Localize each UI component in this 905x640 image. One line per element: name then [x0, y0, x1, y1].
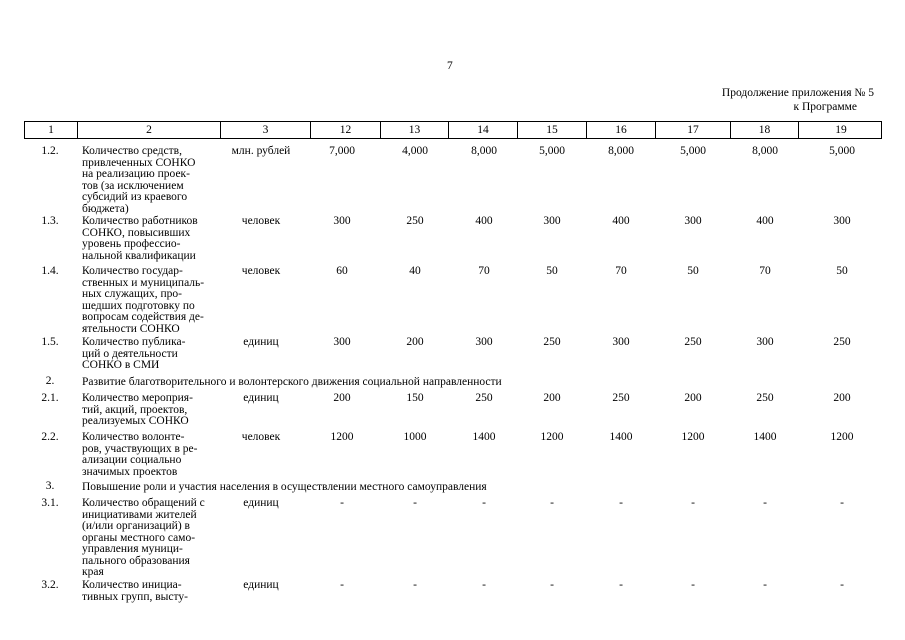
value-cell: -	[691, 497, 695, 509]
row-number: 3.2.	[41, 579, 59, 591]
value-cell: 70	[478, 265, 490, 277]
header-cell: 16	[587, 122, 656, 138]
value-cell: 200	[543, 392, 561, 404]
indicator-name: Количество работников СОНКО, повысивших уровень профессио- нальной квалификации	[82, 215, 198, 262]
row-number: 1.2.	[41, 145, 59, 157]
row-number: 1.4.	[41, 265, 59, 277]
value-cell: 70	[759, 265, 771, 277]
indicator-name: Количество государ- ственных и муниципаль- ных служащих, про- шедших подготовку по вопросам содействия де- ятельности СОНКО	[82, 265, 205, 335]
value-cell: 1000	[403, 431, 427, 443]
header-cell: 19	[835, 124, 847, 136]
value-cell: -	[763, 579, 767, 591]
row-number: 2.	[45, 375, 55, 387]
section-title: Повышение роли и участия населения в осуществлении местного самоуправления	[82, 481, 487, 493]
unit-of-measure: единиц	[243, 336, 279, 348]
unit-of-measure: человек	[241, 215, 281, 227]
value-cell: 8,000	[752, 145, 778, 157]
row-number: 3.1.	[41, 497, 59, 509]
value-cell: 1200	[681, 431, 705, 443]
value-cell: 400	[475, 215, 493, 227]
row-number: 1.5.	[41, 336, 59, 348]
value-cell: -	[340, 579, 344, 591]
value-cell: 300	[756, 336, 774, 348]
header-cell: 2	[78, 122, 221, 138]
row-number: 1.3.	[41, 215, 59, 227]
indicator-name: Количество публика- ций о деятельности СОНКО в СМИ	[82, 336, 186, 371]
value-cell: 5,000	[539, 145, 565, 157]
value-cell: 250	[684, 336, 702, 348]
continuation-note	[722, 86, 874, 114]
value-cell: 1200	[540, 431, 564, 443]
value-cell: 250	[612, 392, 630, 404]
row-number: 2.1.	[41, 392, 59, 404]
value-cell: 300	[612, 336, 630, 348]
header-cell: 15	[518, 122, 587, 138]
table-header	[24, 121, 882, 139]
value-cell: -	[482, 497, 486, 509]
indicator-name: Количество инициа- тивных групп, высту-	[82, 579, 188, 603]
value-cell: 50	[546, 265, 558, 277]
indicator-name: Количество мероприя- тий, акций, проектов, реализуемых СОНКО	[82, 392, 193, 427]
value-cell: 7,000	[329, 145, 355, 157]
row-number: 2.2.	[41, 431, 59, 443]
value-cell: 400	[756, 215, 774, 227]
value-cell: -	[840, 497, 844, 509]
value-cell: 250	[406, 215, 424, 227]
value-cell: 50	[687, 265, 699, 277]
value-cell: 8,000	[471, 145, 497, 157]
value-cell: 250	[833, 336, 851, 348]
value-cell: -	[482, 579, 486, 591]
value-cell: 200	[333, 392, 351, 404]
row-number: 3.	[45, 480, 55, 492]
value-cell: 1400	[472, 431, 496, 443]
indicator-name: Количество волонте- ров, участвующих в ре- ализации социально значимых проектов	[82, 431, 198, 478]
value-cell: 60	[336, 265, 348, 277]
value-cell: -	[619, 497, 623, 509]
header-cell: 12	[311, 122, 381, 138]
indicator-name: Количество обращений с инициативами жителей (и/или организаций) в органы местного само- управления муници- пального образования края	[82, 497, 205, 578]
header-cell: 1	[25, 122, 78, 138]
value-cell: 150	[406, 392, 424, 404]
value-cell: 40	[409, 265, 421, 277]
value-cell: -	[550, 497, 554, 509]
header-cell: 13	[381, 122, 449, 138]
value-cell: 8,000	[608, 145, 634, 157]
header-cell: 17	[656, 122, 731, 138]
value-cell: 50	[836, 265, 848, 277]
value-cell: -	[763, 497, 767, 509]
value-cell: 250	[543, 336, 561, 348]
header-cell: 18	[731, 122, 799, 138]
continuation-line-1: Продолжение приложения № 5	[721, 87, 874, 99]
value-cell: 300	[475, 336, 493, 348]
value-cell: -	[840, 579, 844, 591]
value-cell: 1400	[753, 431, 777, 443]
value-cell: 300	[333, 336, 351, 348]
unit-of-measure: единиц	[243, 497, 279, 509]
value-cell: 70	[615, 265, 627, 277]
value-cell: 300	[333, 215, 351, 227]
value-cell: 1200	[330, 431, 354, 443]
value-cell: 5,000	[829, 145, 855, 157]
unit-of-measure: единиц	[243, 579, 279, 591]
value-cell: -	[413, 579, 417, 591]
value-cell: -	[691, 579, 695, 591]
value-cell: 1200	[830, 431, 854, 443]
value-cell: 200	[684, 392, 702, 404]
value-cell: 400	[612, 215, 630, 227]
value-cell: 300	[684, 215, 702, 227]
value-cell: 300	[543, 215, 561, 227]
value-cell: 300	[833, 215, 851, 227]
value-cell: 250	[756, 392, 774, 404]
value-cell: 1400	[609, 431, 633, 443]
header-cell: 14	[449, 122, 518, 138]
value-cell: -	[550, 579, 554, 591]
header-cell: 3	[221, 122, 311, 138]
value-cell: -	[340, 497, 344, 509]
value-cell: 250	[475, 392, 493, 404]
indicator-name: Количество средств, привлеченных СОНКО на реализацию проек- тов (за исключением субсидий из краевого бюджета)	[82, 145, 196, 215]
page-number: 7	[447, 60, 453, 72]
unit-of-measure: млн. рублей	[231, 145, 291, 157]
value-cell: -	[619, 579, 623, 591]
unit-of-measure: человек	[241, 431, 281, 443]
value-cell: -	[413, 497, 417, 509]
value-cell: 200	[833, 392, 851, 404]
value-cell: 5,000	[680, 145, 706, 157]
section-title: Развитие благотворительного и волонтерского движения социальной направленности	[82, 376, 502, 388]
unit-of-measure: человек	[241, 265, 281, 277]
unit-of-measure: единиц	[243, 392, 279, 404]
value-cell: 200	[406, 336, 424, 348]
continuation-line-2: к Программе	[793, 101, 857, 113]
value-cell: 4,000	[402, 145, 428, 157]
